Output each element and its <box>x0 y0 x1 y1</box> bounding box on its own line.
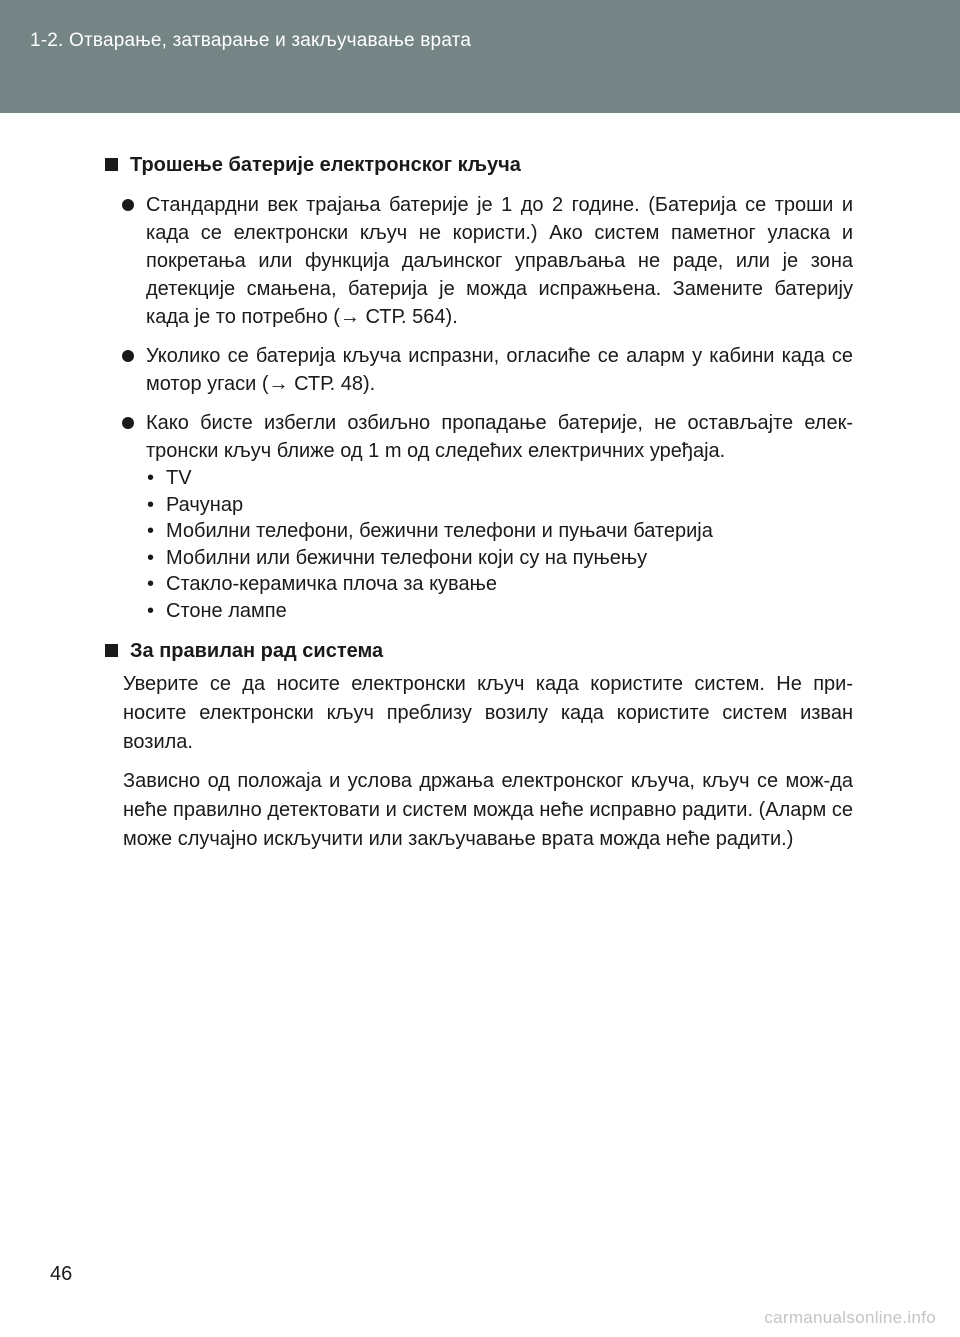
chapter-title: 1-2. Отварање, затварање и закључавање врата <box>30 30 472 51</box>
section-heading-battery <box>103 150 853 180</box>
paragraph: Зависно од положаја и услова држања електронског кључа, кључ се мож-да неће правилно детектовати и систем можда неће исправно радити. (Аларм се може случајно искључити или закључавање врата можда неће радити.) <box>123 770 853 850</box>
page-number: 46 <box>50 1263 73 1285</box>
page-header <box>0 0 960 113</box>
section-heading-operation <box>103 636 853 666</box>
round-bullet-icon <box>122 417 134 429</box>
square-bullet-icon <box>105 158 118 171</box>
bullet-item <box>103 342 853 398</box>
round-bullet-icon <box>122 199 134 211</box>
paragraph: Уверите се да носите електронски кључ када користите систем. Не при-носите електронски кључ преблизу возилу када користите систем изван возила. <box>123 673 853 753</box>
section-heading-text: За правилан рад система <box>130 640 384 662</box>
bullet-item <box>103 409 853 624</box>
device-list-item: • Мобилни или бежични телефони који су на пуњењу <box>146 545 853 572</box>
round-bullet-icon <box>122 350 134 362</box>
device-list-item: • Рачунар <box>146 492 853 519</box>
section-heading-text: Трошење батерије електронског кључа <box>130 154 521 176</box>
device-list <box>146 465 853 624</box>
bullet-text: Стандардни век трајања батерије је 1 до 2 године. (Батерија се троши и када се електронски кључ не користи.) Ако систем паметног уласка и покретања или функција даљинског управљања не раде, или је зона детекције смањена, батерија је можда испражњена. Замените батерију када је то потребно (→ СТР. 564). <box>146 194 853 328</box>
device-list-item: • Стакло-керамичка плоча за кување <box>146 571 853 598</box>
main-content <box>103 150 853 874</box>
device-list-item: • TV <box>146 465 853 492</box>
watermark: carmanualsonline.info <box>764 1308 936 1327</box>
bullet-text: Како бисте избегли озбиљно пропадање батерије, не остављајте елек-тронски кључ ближе од 1 m од следећих електричних уређаја. <box>146 412 853 462</box>
bullet-item <box>103 191 853 331</box>
bullet-text: Уколико се батерија кључа испразни, огласиће се аларм у кабини када се мотор угаси (→ СТР. 48). <box>146 345 853 395</box>
square-bullet-icon <box>105 644 118 657</box>
device-list-item: • Мобилни телефони, бежични телефони и пуњачи батерија <box>146 518 853 545</box>
device-list-item: • Стоне лампе <box>146 598 853 625</box>
